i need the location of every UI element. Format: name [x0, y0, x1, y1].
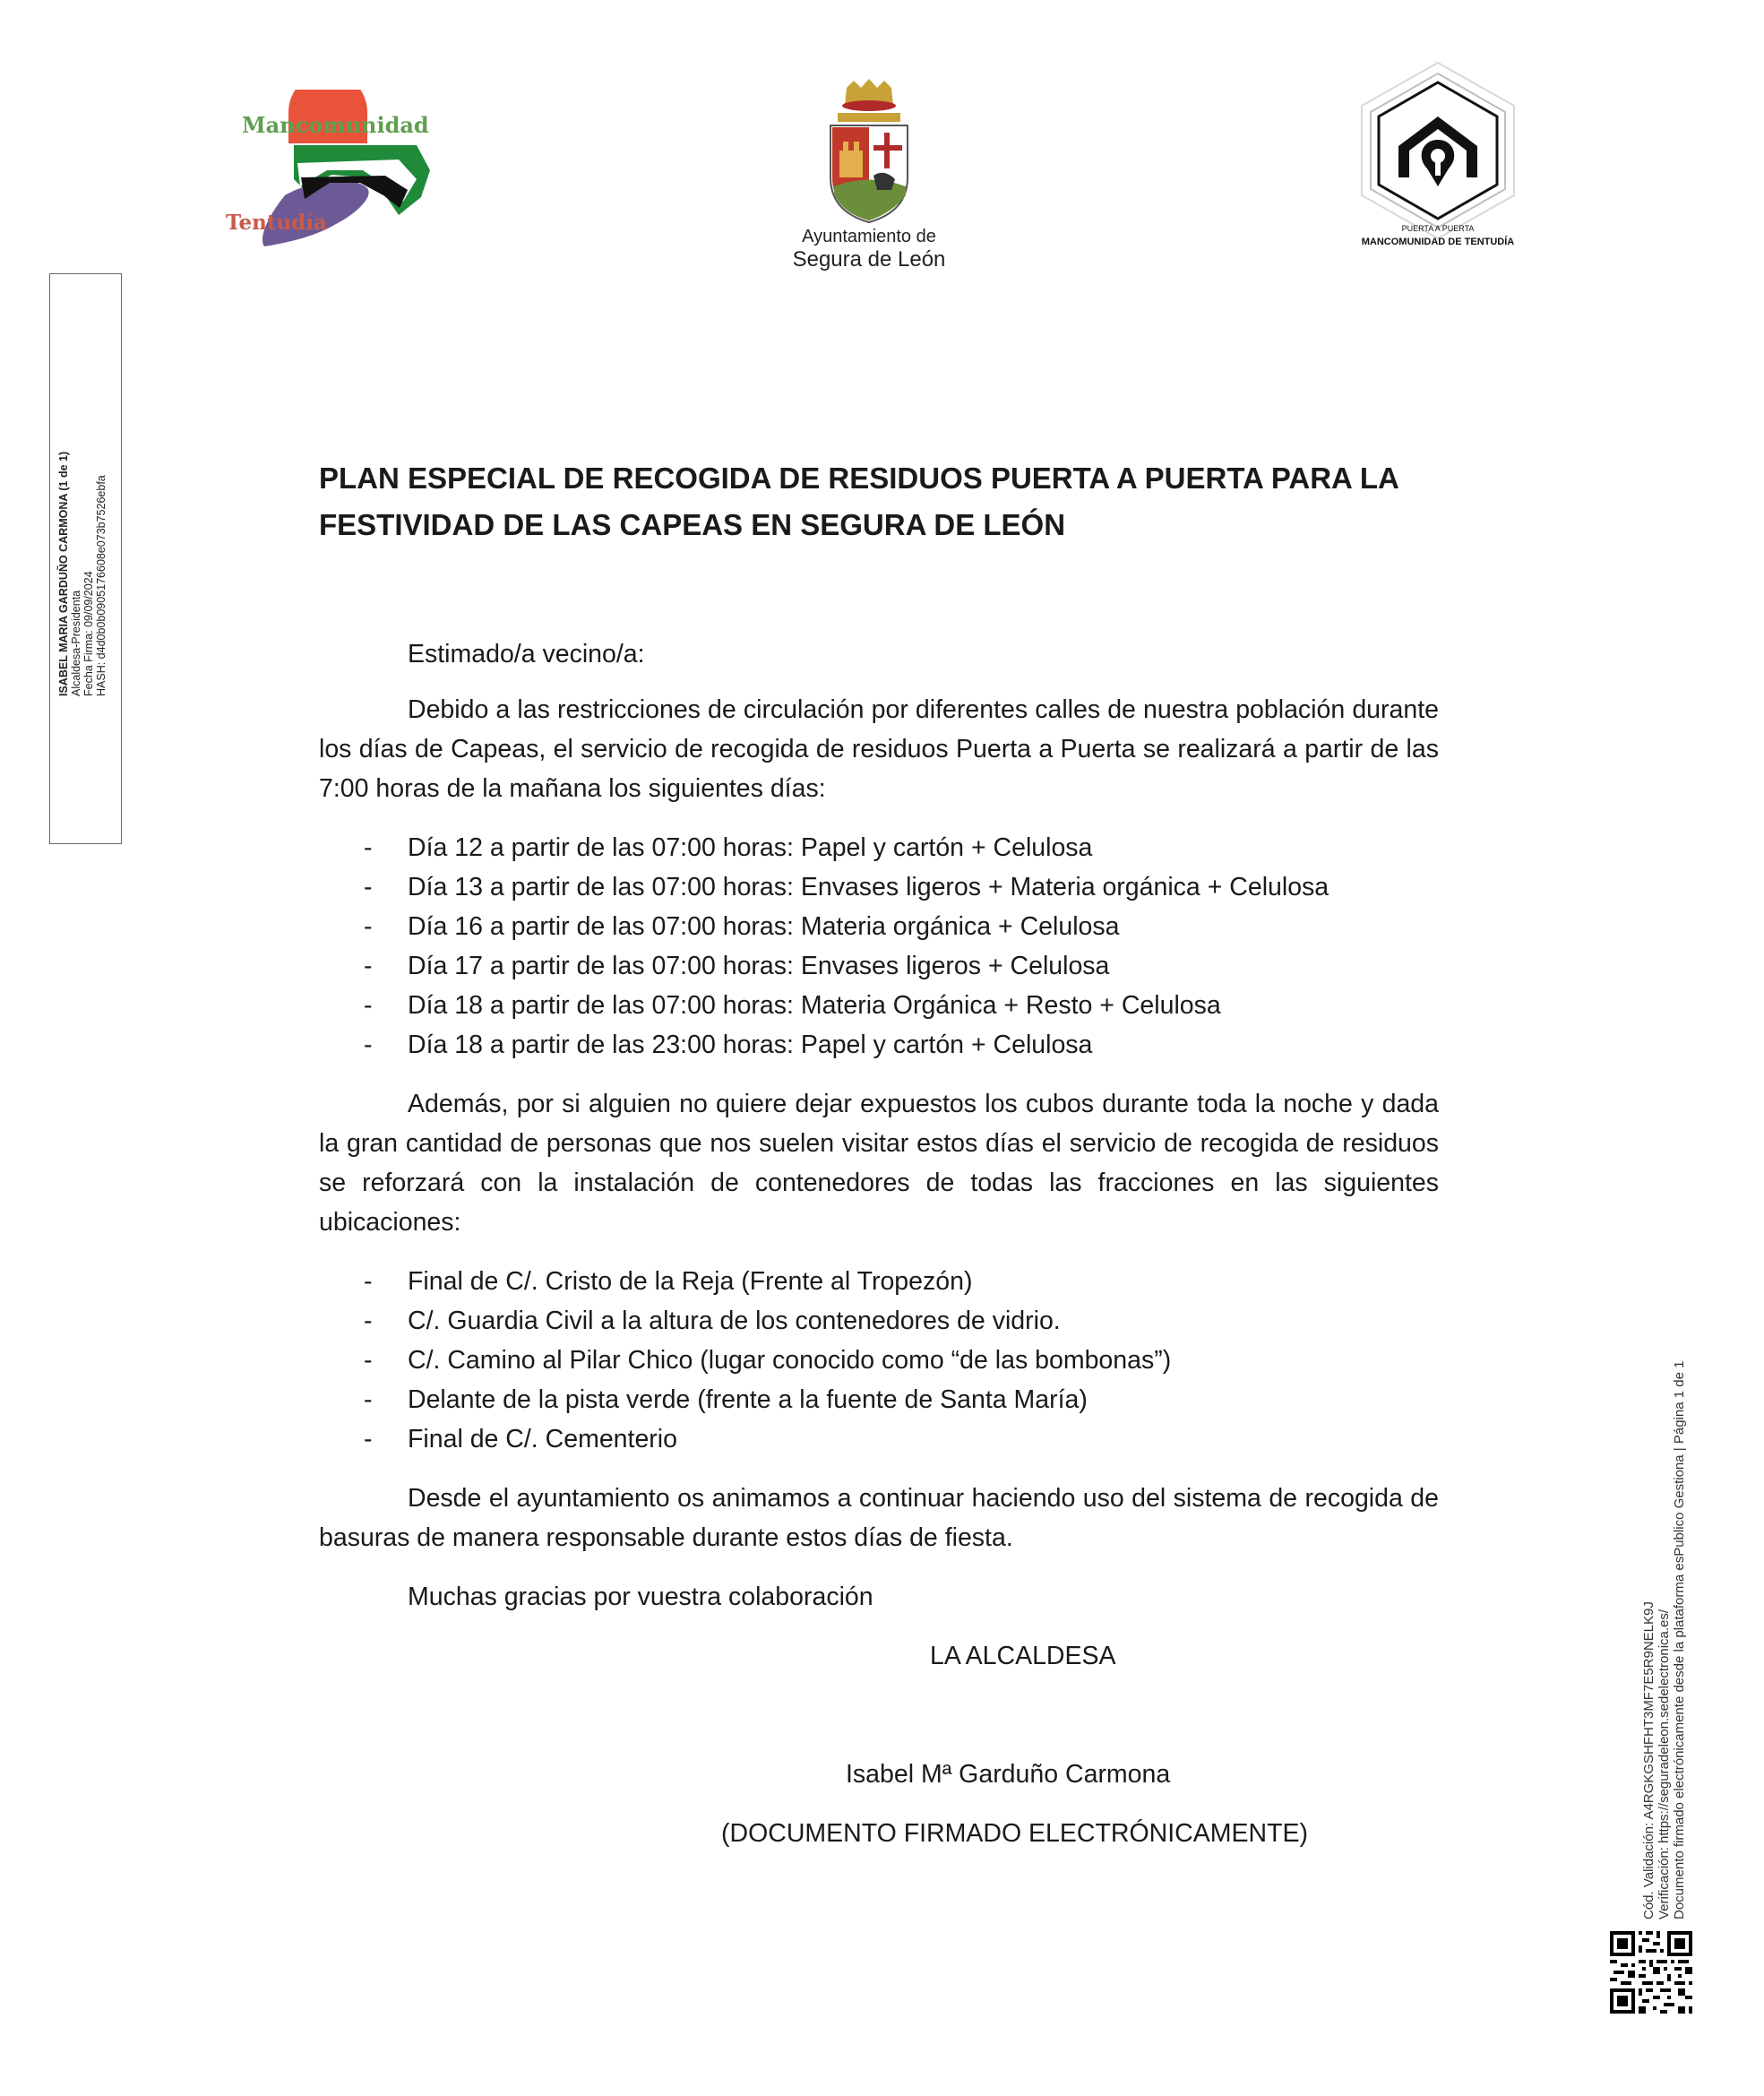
list-item-text: Final de C/. Cristo de la Reja (Frente al Tropezón) [408, 1267, 973, 1296]
signature-hash-line: HASH: d4d0b0b0905176608e073b7526ebfa [95, 475, 108, 696]
list-item-text: C/. Guardia Civil a la altura de los contenedores de vidrio. [408, 1307, 1061, 1335]
qr-code-icon [1610, 1931, 1692, 2014]
signer-line: ISABEL MARIA GARDUÑO CARMONA (1 de 1) [57, 451, 70, 696]
list-item [319, 1301, 1439, 1341]
list-item-text: Día 18 a partir de las 23:00 horas: Papel y cartón + Celulosa [408, 1031, 1093, 1059]
list-dash: - [364, 1307, 373, 1335]
list-item [319, 1380, 1439, 1419]
ayuntamiento-logo [770, 79, 968, 272]
list-item [319, 907, 1439, 946]
list-dash: - [364, 1031, 373, 1059]
puerta-a-puerta-label: PUERTA A PUERTA [1401, 224, 1475, 233]
ayuntamiento-label: Ayuntamiento de [802, 227, 936, 246]
platform-note: Documento firmado electrónicamente desde la plataforma esPublico Gestiona | Página 1 de 1 [1672, 1360, 1687, 1919]
mancomunidad-tentudia-logo [215, 90, 439, 260]
closing-paragraph: Desde el ayuntamiento os animamos a continuar haciendo uso del sistema de recogida de basuras de manera responsable durante estos días de fiesta. [319, 1484, 1439, 1552]
list-item [319, 867, 1439, 907]
list-dash: - [364, 952, 373, 980]
signature-box-text [57, 452, 108, 696]
title-line-1: PLAN ESPECIAL DE RECOGIDA DE RESIDUOS PUERTA A PUERTA PARA LA [319, 461, 1399, 495]
schedule-list [319, 828, 1439, 1065]
validation-strip [1641, 1361, 1687, 1919]
list-dash: - [364, 1346, 373, 1375]
signer-role: LA ALCALDESA [930, 1642, 1116, 1670]
municipality-label: Segura de León [792, 247, 946, 272]
list-dash: - [364, 1267, 373, 1296]
puerta-a-puerta-emblem-icon [1348, 61, 1527, 240]
signature-date-line: Fecha Firma: 09/09/2024 [82, 571, 95, 696]
list-item-text: Día 13 a partir de las 07:00 horas: Envases ligeros + Materia orgánica + Celulosa [408, 873, 1329, 901]
validation-code: Cód. Validación: A4RGKGSHFHT3MF7E5R9NELK9J [1641, 1601, 1656, 1919]
list-dash: - [364, 833, 373, 862]
list-dash: - [364, 991, 373, 1020]
document-title [319, 455, 1439, 548]
list-item-text: Día 12 a partir de las 07:00 horas: Papel y cartón + Celulosa [408, 833, 1093, 862]
list-dash: - [364, 873, 373, 901]
signer-name: Isabel Mª Garduño Carmona [846, 1760, 1171, 1789]
list-item-text: C/. Camino al Pilar Chico (lugar conocido como “de las bombonas”) [408, 1346, 1172, 1375]
greeting: Estimado/a vecino/a: [408, 640, 645, 668]
list-item [319, 1341, 1439, 1380]
mancomunidad-wordmark: Mancomunidad [242, 112, 429, 138]
tentudia-wordmark: Tentudía [226, 211, 327, 235]
list-item [319, 1025, 1439, 1065]
thanks-line: Muchas gracias por vuestra colaboración [408, 1583, 873, 1611]
list-dash: - [364, 1425, 373, 1453]
electronic-signature-note: (DOCUMENTO FIRMADO ELECTRÓNICAMENTE) [721, 1819, 1308, 1848]
document-body [319, 455, 1439, 1853]
list-dash: - [364, 1385, 373, 1414]
coat-of-arms-icon [820, 79, 918, 227]
list-item-text: Día 16 a partir de las 07:00 horas: Materia orgánica + Celulosa [408, 912, 1120, 941]
list-item [319, 946, 1439, 986]
list-item [319, 1419, 1439, 1459]
list-dash: - [364, 912, 373, 941]
list-item-text: Día 17 a partir de las 07:00 horas: Envases ligeros + Celulosa [408, 952, 1110, 980]
puerta-a-puerta-logo [1348, 61, 1527, 260]
verification-url[interactable]: Verificación: https://seguradeleon.sedelectronica.es/ [1656, 1609, 1672, 1919]
list-item-text: Día 18 a partir de las 07:00 horas: Materia Orgánica + Resto + Celulosa [408, 991, 1221, 1020]
list-item [319, 986, 1439, 1025]
locations-list [319, 1262, 1439, 1459]
reinforcement-paragraph: Además, por si alguien no quiere dejar expuestos los cubos durante toda la noche y dada la gran cantidad de personas que nos suelen visitar estos días el servicio de recogida de residuos se reforzará con la instalación de contenedores de todas las fracciones en las siguientes ubicaciones: [319, 1090, 1439, 1237]
mancomunidad-tentudia-label: MANCOMUNIDAD DE TENTUDÍA [1361, 237, 1515, 247]
qr-code[interactable] [1610, 1931, 1692, 2014]
list-item [319, 828, 1439, 867]
list-item [319, 1262, 1439, 1301]
list-item-text: Final de C/. Cementerio [408, 1425, 677, 1453]
title-line-2: FESTIVIDAD DE LAS CAPEAS EN SEGURA DE LEÓN [319, 508, 1066, 541]
intro-paragraph: Debido a las restricciones de circulación por diferentes calles de nuestra población durante los días de Capeas, el servicio de recogida de residuos Puerta a Puerta se realizará a partir de las 7:00 horas de la mañana los siguientes días: [319, 695, 1439, 803]
list-item-text: Delante de la pista verde (frente a la fuente de Santa María) [408, 1385, 1088, 1414]
signer-position-line: Alcaldesa-Presidenta [70, 590, 82, 696]
